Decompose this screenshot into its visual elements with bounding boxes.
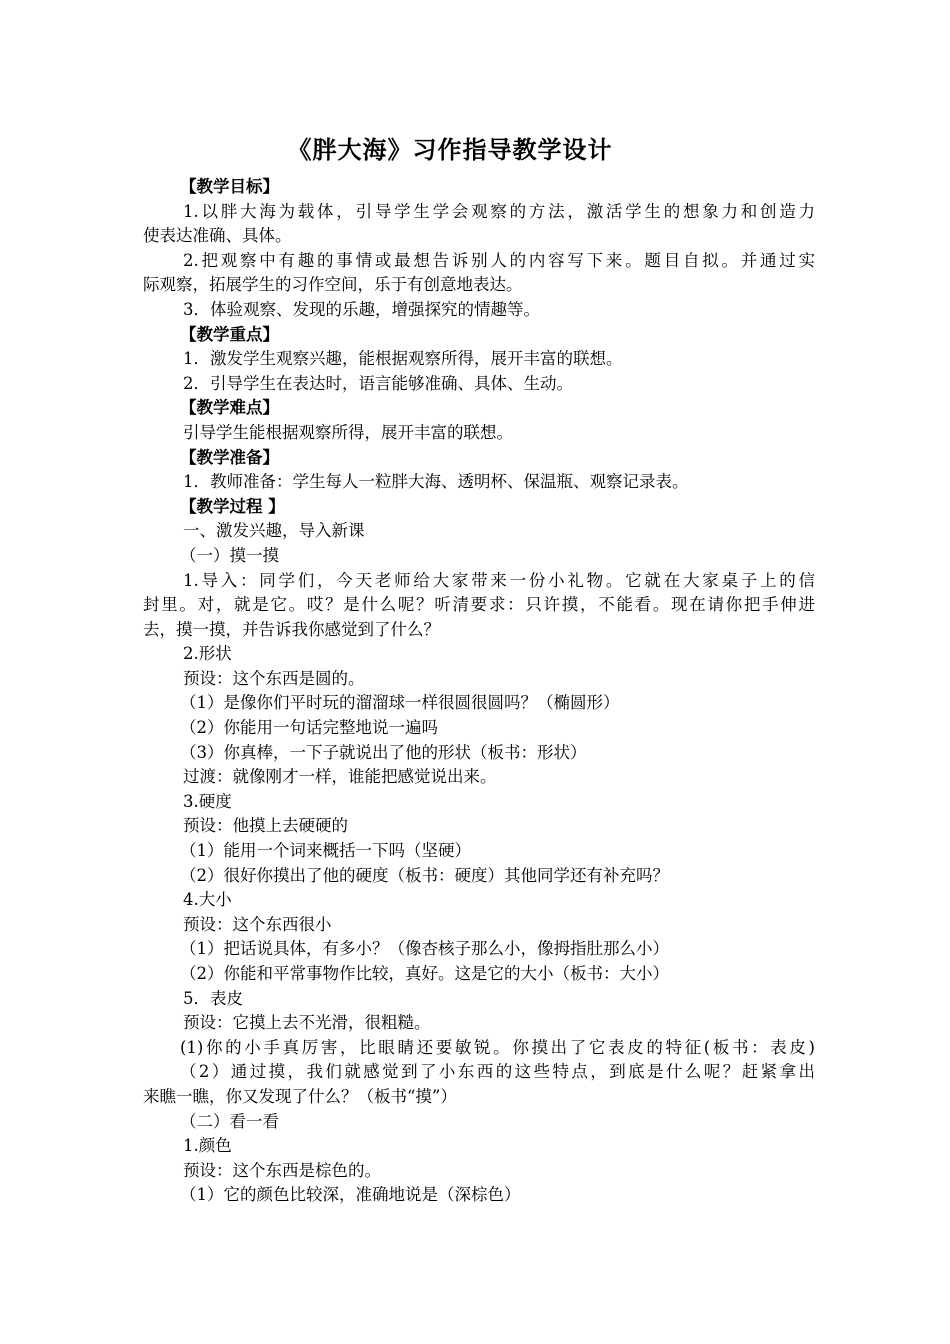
paragraph-line: 封里。对，就是它。哎？是什么呢？听清要求：只许摸，不能看。现在请你把手伸进 bbox=[143, 595, 815, 615]
paragraph-line: （1）能用一个词来概括一下吗（坚硬） bbox=[180, 841, 471, 861]
paragraph-line: 际观察，拓展学生的习作空间，乐于有创意地表达。 bbox=[143, 275, 523, 295]
paragraph-line: 预设：这个东西是棕色的。 bbox=[183, 1160, 381, 1180]
paragraph-line: 1.以胖大海为载体，引导学生学会观察的方法，激活学生的想象力和创造力 bbox=[183, 201, 815, 221]
paragraph-line: 去，摸一摸，并告诉我你感觉到了什么？ bbox=[143, 619, 440, 639]
section-heading: 【教学准备】 bbox=[180, 447, 279, 467]
paragraph-line: 1.导入：同学们，今天老师给大家带来一份小礼物。它就在大家桌子上的信 bbox=[183, 570, 815, 590]
paragraph-line: （2）你能和平常事物作比较，真好。这是它的大小（板书：大小） bbox=[180, 964, 669, 983]
paragraph-line: 预设：他摸上去硬硬的 bbox=[183, 816, 348, 836]
section-heading: 【教学难点】 bbox=[180, 398, 279, 418]
paragraph-line: （1）它的颜色比较深，准确地说是（深棕色） bbox=[180, 1185, 521, 1205]
paragraph-line: （2）很好你摸出了他的硬度（板书：硬度）其他同学还有补充吗？ bbox=[180, 865, 669, 885]
paragraph-line: （2）你能用一句话完整地说一遍吗 bbox=[180, 718, 438, 738]
document-title: 《胖大海》习作指导教学设计 bbox=[287, 136, 613, 164]
paragraph-line: 1．激发学生观察兴趣，能根据观察所得，展开丰富的联想。 bbox=[183, 349, 623, 369]
paragraph-line: 使表达准确、具体。 bbox=[143, 226, 292, 246]
paragraph-line: 预设：这个东西是圆的。 bbox=[183, 668, 365, 688]
paragraph-line: 3.硬度 bbox=[183, 791, 232, 811]
paragraph-line: 2.形状 bbox=[183, 644, 232, 664]
section-heading: 【教学重点】 bbox=[180, 324, 279, 344]
paragraph-line: （1）是像你们平时玩的溜溜球一样很圆很圆吗？（椭圆形） bbox=[180, 693, 620, 713]
paragraph-line: （1）把话说具体，有多小？（像杏核子那么小，像拇指肚那么小） bbox=[180, 939, 669, 959]
paragraph-line: （2）通过摸，我们就感觉到了小东西的这些特点，到底是什么呢？赶紧拿出 bbox=[180, 1062, 815, 1082]
paragraph-line: 预设：这个东西很小 bbox=[183, 914, 332, 934]
paragraph-line: 1．教师准备：学生每人一粒胖大海、透明杯、保温瓶、观察记录表。 bbox=[183, 472, 689, 492]
paragraph-line: 一、激发兴趣，导入新课 bbox=[183, 521, 365, 541]
paragraph-line: 过渡：就像刚才一样，谁能把感觉说出来。 bbox=[183, 767, 497, 787]
paragraph-line: 引导学生能根据观察所得，展开丰富的联想。 bbox=[183, 422, 513, 442]
section-heading: 【教学过程 】 bbox=[180, 496, 285, 516]
paragraph-line: 3．体验观察、发现的乐趣，增强探究的情趣等。 bbox=[183, 299, 540, 319]
paragraph-line: （二）看一看 bbox=[180, 1111, 279, 1131]
paragraph-line: 预设：它摸上去不光滑，很粗糙。 bbox=[183, 1013, 431, 1033]
paragraph-line: 来瞧一瞧，你又发现了什么？（板书“摸”） bbox=[143, 1086, 457, 1106]
document-body bbox=[143, 175, 815, 1208]
paragraph-line: 4.大小 bbox=[183, 890, 232, 910]
section-heading: 【教学目标】 bbox=[180, 177, 279, 196]
paragraph-line: 1.颜色 bbox=[183, 1136, 232, 1156]
paragraph-line: 2.把观察中有趣的事情或最想告诉别人的内容写下来。题目自拟。并通过实 bbox=[183, 250, 815, 270]
paragraph-line: （一）摸一摸 bbox=[180, 545, 279, 565]
paragraph-line: 2．引导学生在表达时，语言能够准确、具体、生动。 bbox=[183, 373, 573, 393]
paragraph-line: （3）你真棒，一下子就说出了他的形状（板书：形状） bbox=[180, 742, 587, 762]
paragraph-line: (1)你的小手真厉害，比眼睛还要敏锐。你摸出了它表皮的特征(板书：表皮) bbox=[180, 1037, 815, 1057]
paragraph-line: 5．表皮 bbox=[183, 988, 243, 1008]
